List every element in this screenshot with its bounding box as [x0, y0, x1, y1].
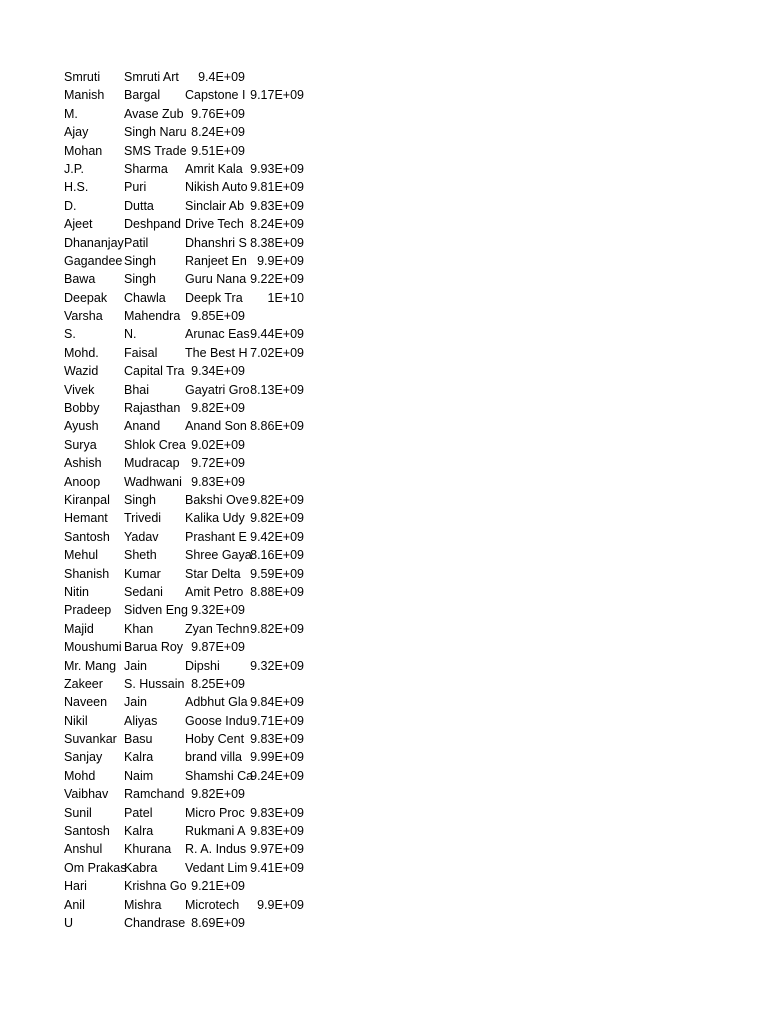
table-cell[interactable]: Khan — [124, 621, 154, 636]
table-cell[interactable]: Capital Tra — [124, 364, 185, 379]
table-cell[interactable]: Sedani — [124, 584, 163, 599]
table-cell[interactable]: Drive Tech — [185, 217, 244, 232]
table-cell[interactable]: Naveen — [64, 695, 108, 710]
table-cell[interactable]: Naim — [124, 768, 154, 783]
table-row — [64, 877, 304, 895]
table-cell[interactable]: 8.16E+09 — [250, 548, 304, 563]
table-row — [64, 270, 304, 288]
table-row — [64, 68, 304, 86]
table-row — [64, 473, 304, 491]
table-row — [64, 105, 304, 123]
table-cell[interactable]: Shanish — [64, 566, 110, 581]
table-row — [64, 914, 304, 932]
table-cell[interactable]: J.P. — [64, 161, 84, 176]
table-cell[interactable]: brand villa — [185, 750, 242, 765]
table-row — [64, 362, 304, 380]
table-cell[interactable]: Bawa — [64, 272, 96, 287]
table-cell[interactable]: Ramchand — [124, 787, 185, 802]
table-cell[interactable]: Sharma — [124, 161, 168, 176]
table-cell[interactable]: 9.44E+09 — [250, 327, 304, 342]
table-cell[interactable]: Singh Naru — [124, 125, 187, 140]
table-cell[interactable]: Anand — [124, 419, 161, 434]
table-cell[interactable]: Smruti Art — [124, 70, 179, 84]
table-cell[interactable]: U — [64, 915, 74, 930]
table-cell[interactable]: 9.42E+09 — [250, 529, 304, 544]
table-cell[interactable]: Deepak — [64, 290, 108, 305]
table-row — [64, 160, 304, 178]
table-row — [64, 178, 304, 196]
table-row — [64, 344, 304, 362]
table-cell[interactable]: Yadav — [124, 529, 159, 544]
table-row — [64, 528, 304, 546]
table-cell[interactable]: Rukmani A — [185, 824, 246, 839]
table-cell[interactable]: Kalra — [124, 750, 154, 765]
table-cell[interactable]: Gagandee — [64, 253, 123, 268]
table-cell[interactable]: 9.83E+09 — [250, 732, 304, 747]
table-cell[interactable]: Santosh — [64, 824, 110, 839]
table-row — [64, 804, 304, 822]
table-cell[interactable]: 9.81E+09 — [250, 180, 304, 195]
table-cell[interactable]: Vedant Lim — [185, 860, 248, 875]
table-cell[interactable]: 9.17E+09 — [250, 88, 304, 103]
table-cell[interactable]: Bakshi Ove — [185, 492, 249, 507]
table-cell[interactable]: Bargal — [124, 88, 161, 103]
table-cell[interactable]: Kumar — [124, 566, 161, 581]
table-cell[interactable]: 9.59E+09 — [250, 566, 304, 581]
table-cell[interactable]: Sidven Eng — [124, 603, 188, 618]
table-cell[interactable]: Krishna Go — [124, 879, 187, 894]
table-row — [64, 123, 304, 141]
table-cell[interactable]: Barua Roy — [124, 640, 184, 655]
table-cell[interactable]: Sunil — [64, 805, 92, 820]
table-cell[interactable]: S. — [64, 327, 76, 342]
table-row — [64, 583, 304, 601]
table-cell[interactable]: Varsha — [64, 309, 103, 324]
table-cell[interactable]: Anil — [64, 897, 85, 912]
table-cell[interactable]: 9.72E+09 — [191, 456, 245, 471]
table-row — [64, 509, 304, 527]
table-cell[interactable]: H.S. — [64, 180, 89, 195]
table-cell[interactable]: S. Hussain — [124, 676, 185, 691]
table-cell[interactable]: Moushumi — [64, 640, 122, 655]
table-cell[interactable]: D. — [64, 198, 77, 213]
table-row — [64, 491, 304, 509]
table-cell[interactable]: Anshul — [64, 842, 103, 857]
table-cell[interactable]: 9.82E+09 — [250, 511, 304, 526]
table-cell[interactable]: 9.22E+09 — [250, 272, 304, 287]
table-cell[interactable]: Deepk Tra — [185, 290, 243, 305]
table-row — [64, 399, 304, 417]
table-cell[interactable]: Kiranpal — [64, 492, 110, 507]
table-cell[interactable]: Nikish Auto — [185, 180, 248, 195]
table-cell[interactable]: Shlok Crea — [124, 437, 186, 452]
table-cell[interactable]: Singh — [124, 253, 156, 268]
table-cell[interactable]: Bhai — [124, 382, 150, 397]
table-row — [64, 840, 304, 858]
table-cell[interactable]: Nitin — [64, 584, 90, 599]
table-cell[interactable]: 9.82E+09 — [250, 621, 304, 636]
table-cell[interactable]: Microtech — [185, 897, 240, 912]
table-cell[interactable]: Mishra — [124, 897, 162, 912]
table-cell[interactable]: Aliyas — [124, 713, 158, 728]
table-cell[interactable]: Mudracap — [124, 456, 180, 471]
table-cell[interactable]: 9.76E+09 — [191, 106, 245, 121]
table-cell[interactable]: 9.41E+09 — [250, 860, 304, 875]
table-cell[interactable]: Mehul — [64, 548, 99, 563]
table-cell[interactable]: Amit Petro — [185, 584, 244, 599]
table-cell[interactable]: 9.82E+09 — [191, 401, 245, 416]
table-cell[interactable]: 9.9E+09 — [257, 897, 304, 912]
table-cell[interactable]: 1E+10 — [267, 290, 304, 305]
table-cell[interactable]: Khurana — [124, 842, 172, 857]
table-row — [64, 197, 304, 215]
table-row — [64, 381, 304, 399]
table-cell[interactable]: Santosh — [64, 529, 110, 544]
table-cell[interactable]: Shree Gaya — [185, 548, 252, 563]
table-cell[interactable]: 7.02E+09 — [250, 345, 304, 360]
table-cell[interactable]: Singh — [124, 492, 156, 507]
table-row — [64, 454, 304, 472]
table-cell[interactable]: Mohd. — [64, 345, 99, 360]
table-cell[interactable]: Chawla — [124, 290, 166, 305]
table-cell[interactable]: Dhanshri S — [185, 235, 247, 250]
table-cell[interactable]: 9.32E+09 — [250, 658, 304, 673]
table-cell[interactable]: Amrit Kala — [185, 161, 243, 176]
table-cell[interactable]: 9.83E+09 — [191, 474, 245, 489]
table-cell[interactable]: Mahendra — [124, 309, 181, 324]
table-row — [64, 565, 304, 583]
table-cell[interactable]: Capstone I — [185, 88, 246, 103]
table-cell[interactable]: Hoby Cent — [185, 732, 245, 747]
table-row — [64, 657, 304, 675]
table-row — [64, 307, 304, 325]
table-cell[interactable]: Mohan — [64, 143, 103, 158]
table-cell[interactable]: 8.25E+09 — [191, 676, 245, 691]
table-cell[interactable]: SMS Trade — [124, 143, 187, 158]
table-cell[interactable]: 9.85E+09 — [191, 309, 245, 324]
table-cell[interactable]: Dipshi — [185, 658, 220, 673]
table-cell[interactable]: Mohd — [64, 768, 96, 783]
table-cell[interactable]: 8.24E+09 — [191, 125, 245, 140]
table-row — [64, 730, 304, 748]
table-row — [64, 785, 304, 803]
table-cell[interactable]: Bobby — [64, 401, 100, 416]
table-cell[interactable]: 9.83E+09 — [250, 805, 304, 820]
table-cell[interactable]: Jain — [124, 695, 147, 710]
table-row — [64, 712, 304, 730]
table-cell[interactable]: Singh — [124, 272, 156, 287]
table-row — [64, 601, 304, 619]
table-cell[interactable]: 9.99E+09 — [250, 750, 304, 765]
table-cell[interactable]: Prashant E — [185, 529, 247, 544]
table-cell[interactable]: Faisal — [124, 345, 158, 360]
table-cell[interactable]: Anoop — [64, 474, 101, 489]
table-cell[interactable]: Manish — [64, 88, 105, 103]
table-row — [64, 822, 304, 840]
table-cell[interactable]: 8.88E+09 — [250, 584, 304, 599]
table-row — [64, 748, 304, 766]
table-cell[interactable]: 8.13E+09 — [250, 382, 304, 397]
table-cell[interactable]: Basu — [124, 732, 153, 747]
table-cell[interactable]: N. — [124, 327, 137, 342]
table-cell[interactable]: Deshpand — [124, 217, 181, 232]
table-cell[interactable]: Pradeep — [64, 603, 112, 618]
table-cell[interactable]: Shamshi Ca — [185, 768, 254, 783]
table-cell[interactable]: Zakeer — [64, 676, 103, 691]
table-cell[interactable]: Dutta — [124, 198, 154, 213]
table-cell[interactable]: Gayatri Gro — [185, 382, 250, 397]
table-cell[interactable]: 9.83E+09 — [250, 824, 304, 839]
table-cell[interactable]: Patil — [124, 235, 149, 250]
table-cell[interactable]: Smruti — [64, 70, 101, 84]
table-cell[interactable]: Jain — [124, 658, 147, 673]
table-cell[interactable]: 9.9E+09 — [257, 253, 304, 268]
table-cell[interactable]: Wadhwani — [124, 474, 182, 489]
table-cell[interactable]: The Best H — [185, 345, 248, 360]
table-row — [64, 436, 304, 454]
table-cell[interactable]: 9.32E+09 — [191, 603, 245, 618]
table-cell[interactable]: 9.21E+09 — [191, 879, 245, 894]
table-cell[interactable]: Ranjeet En — [185, 253, 247, 268]
table-cell[interactable]: 8.69E+09 — [191, 915, 245, 930]
table-cell[interactable]: 9.83E+09 — [250, 198, 304, 213]
table-cell[interactable]: 9.51E+09 — [191, 143, 245, 158]
table-cell[interactable]: Ayush — [64, 419, 99, 434]
table-cell[interactable]: Ashish — [64, 456, 102, 471]
table-row — [64, 546, 304, 564]
table-row — [64, 86, 304, 104]
table-row — [64, 325, 304, 343]
table-cell[interactable]: Micro Proc — [185, 805, 245, 820]
table-row — [64, 620, 304, 638]
table-row — [64, 693, 304, 711]
table-cell[interactable]: Arunac Eas — [185, 327, 250, 342]
spreadsheet-table — [64, 68, 304, 932]
table-cell[interactable]: Vivek — [64, 382, 95, 397]
table-cell[interactable]: 9.34E+09 — [191, 364, 245, 379]
table-cell[interactable]: Ajeet — [64, 217, 93, 232]
table-row — [64, 859, 304, 877]
table-row — [64, 417, 304, 435]
table-cell[interactable]: Kalika Udy — [185, 511, 245, 526]
table-cell[interactable]: 9.24E+09 — [250, 768, 304, 783]
table-row — [64, 638, 304, 656]
table-cell[interactable]: Ajay — [64, 125, 89, 140]
table-cell[interactable]: Sheth — [124, 548, 157, 563]
table-cell[interactable]: Guru Nana — [185, 272, 247, 287]
table-cell[interactable]: Sanjay — [64, 750, 103, 765]
table-cell[interactable]: Kalra — [124, 824, 154, 839]
table-row — [64, 675, 304, 693]
table-row — [64, 767, 304, 785]
table-cell[interactable]: Majid — [64, 621, 94, 636]
table-cell[interactable]: 9.82E+09 — [250, 492, 304, 507]
table-cell[interactable]: Dhananjay — [64, 235, 124, 250]
table-cell[interactable]: Mr. Mang — [64, 658, 117, 673]
table-cell[interactable]: M. — [64, 106, 78, 121]
table-cell[interactable]: Hari — [64, 879, 87, 894]
table-cell[interactable]: Om Prakas — [64, 860, 127, 875]
table-cell[interactable]: Wazid — [64, 364, 99, 379]
table-cell[interactable]: Hemant — [64, 511, 108, 526]
table-cell[interactable]: 8.38E+09 — [250, 235, 304, 250]
table-row — [64, 289, 304, 307]
table-cell[interactable]: Avase Zub — [124, 106, 184, 121]
table-cell[interactable]: 9.4E+09 — [198, 70, 245, 84]
table-cell[interactable]: Patel — [124, 805, 153, 820]
table-row — [64, 896, 304, 914]
table-row — [64, 252, 304, 270]
table-cell[interactable]: 9.82E+09 — [191, 787, 245, 802]
table-cell[interactable]: 9.84E+09 — [250, 695, 304, 710]
table-cell[interactable]: Star Delta — [185, 566, 241, 581]
table-cell[interactable]: Kabra — [124, 860, 158, 875]
table-cell[interactable]: Anand Son — [185, 419, 247, 434]
table-cell[interactable]: Vaibhav — [64, 787, 109, 802]
table-cell[interactable]: 8.86E+09 — [250, 419, 304, 434]
table-cell[interactable]: 9.87E+09 — [191, 640, 245, 655]
table-row — [64, 215, 304, 233]
table-cell[interactable]: 9.93E+09 — [250, 161, 304, 176]
table-row — [64, 142, 304, 160]
table-cell[interactable]: Nikil — [64, 713, 88, 728]
table-cell[interactable]: Surya — [64, 437, 97, 452]
table-cell[interactable]: 8.24E+09 — [250, 217, 304, 232]
table-cell[interactable]: 9.02E+09 — [191, 437, 245, 452]
table-cell[interactable]: Puri — [124, 180, 147, 195]
table-cell[interactable]: Zyan Techn — [185, 621, 250, 636]
table-cell[interactable]: Chandrase — [124, 915, 186, 930]
table-cell[interactable]: R. A. Indus — [185, 842, 247, 857]
table-cell[interactable]: Adbhut Gla — [185, 695, 248, 710]
table-row — [64, 234, 304, 252]
table-cell[interactable]: 9.71E+09 — [250, 713, 304, 728]
table-cell[interactable]: 9.97E+09 — [250, 842, 304, 857]
table-cell[interactable]: Trivedi — [124, 511, 162, 526]
table-cell[interactable]: Rajasthan — [124, 401, 181, 416]
table-cell[interactable]: Suvankar — [64, 732, 117, 747]
table-cell[interactable]: Sinclair Ab — [185, 198, 245, 213]
table-cell[interactable]: Goose Indu — [185, 713, 250, 728]
